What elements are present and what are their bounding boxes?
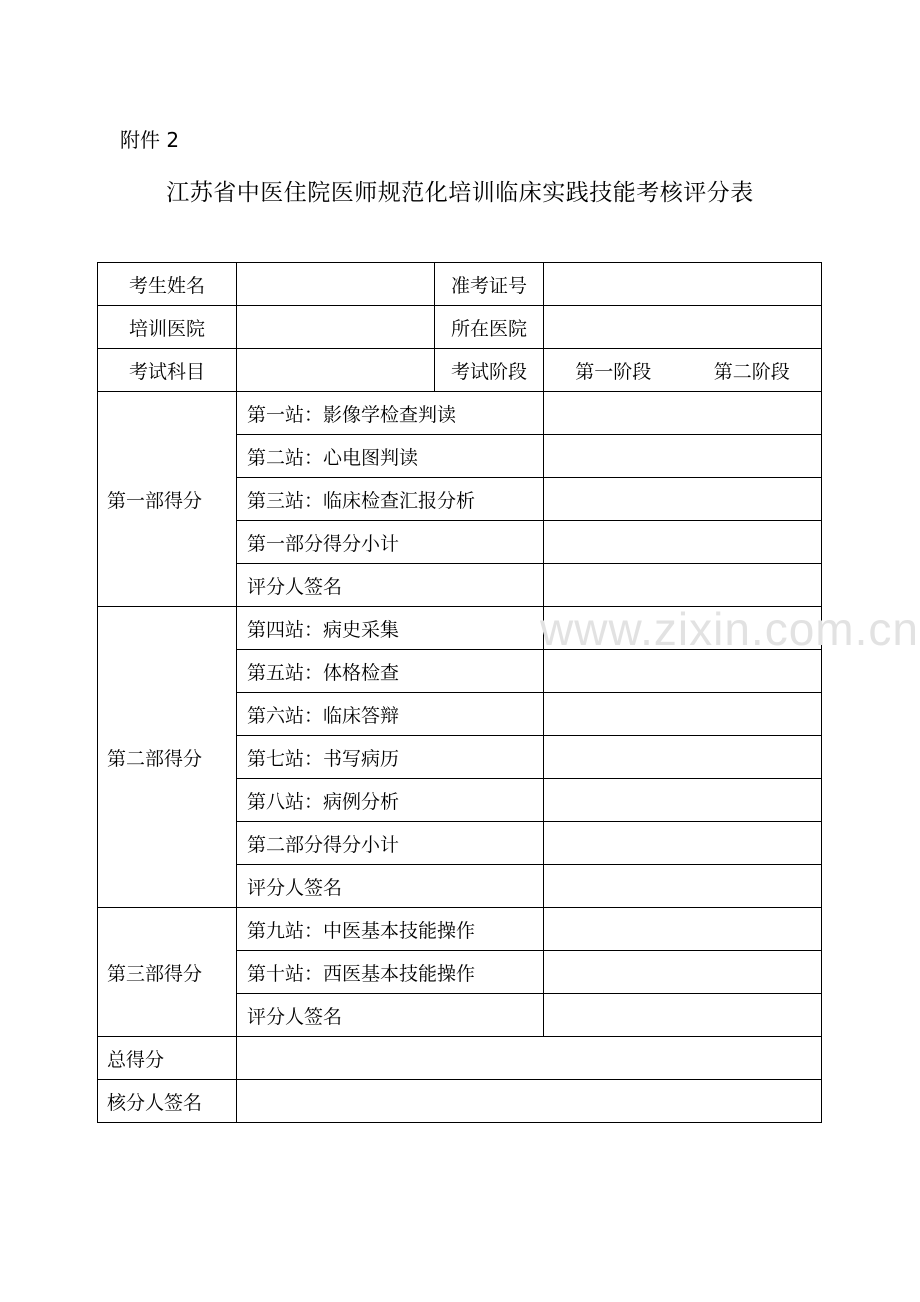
training-hospital-label: 培训医院	[98, 306, 237, 349]
station-item: 第四站：病史采集	[237, 607, 544, 650]
table-row	[98, 1080, 822, 1123]
score-table	[97, 262, 822, 1123]
station-item: 第十站：西医基本技能操作	[237, 951, 544, 994]
score-field[interactable]	[544, 779, 822, 822]
station-item: 第二站：心电图判读	[237, 435, 544, 478]
score-field[interactable]	[544, 650, 822, 693]
station-item: 第七站：书写病历	[237, 736, 544, 779]
signature-field[interactable]	[544, 564, 822, 607]
score-field[interactable]	[544, 822, 822, 865]
station-item: 第五站：体格检查	[237, 650, 544, 693]
station-item: 第六站：临床答辩	[237, 693, 544, 736]
part-three-label: 第三部得分	[98, 908, 237, 1037]
exam-subject-field[interactable]	[237, 349, 435, 392]
verifier-signature-field[interactable]	[237, 1080, 822, 1123]
exam-subject-label: 考试科目	[98, 349, 237, 392]
exam-stage-field	[544, 349, 822, 392]
name-label: 考生姓名	[98, 263, 237, 306]
score-field[interactable]	[544, 693, 822, 736]
score-field[interactable]	[544, 435, 822, 478]
scorer-signature-label: 评分人签名	[237, 994, 544, 1037]
score-field[interactable]	[544, 478, 822, 521]
verifier-signature-label: 核分人签名	[98, 1080, 237, 1123]
table-row	[98, 908, 822, 951]
table-row	[98, 392, 822, 435]
score-field[interactable]	[544, 392, 822, 435]
training-hospital-field[interactable]	[237, 306, 435, 349]
score-field[interactable]	[544, 908, 822, 951]
table-row	[98, 607, 822, 650]
table-row	[98, 1037, 822, 1080]
subtotal-item: 第一部分得分小计	[237, 521, 544, 564]
table-row	[98, 263, 822, 306]
stage-option-second[interactable]: 第二阶段	[713, 360, 790, 383]
scorer-signature-label: 评分人签名	[237, 564, 544, 607]
current-hospital-field[interactable]	[544, 306, 822, 349]
stage-option-first[interactable]: 第一阶段	[575, 360, 652, 383]
score-field[interactable]	[544, 521, 822, 564]
subtotal-item: 第二部分得分小计	[237, 822, 544, 865]
table-row	[98, 306, 822, 349]
part-one-label: 第一部得分	[98, 392, 237, 607]
exam-number-label: 准考证号	[435, 263, 544, 306]
station-item: 第一站：影像学检查判读	[237, 392, 544, 435]
score-field[interactable]	[544, 736, 822, 779]
form-title: 江苏省中医住院医师规范化培训临床实践技能考核评分表	[166, 180, 754, 206]
station-item: 第八站：病例分析	[237, 779, 544, 822]
scorer-signature-label: 评分人签名	[237, 865, 544, 908]
part-two-label: 第二部得分	[98, 607, 237, 908]
total-score-label: 总得分	[98, 1037, 237, 1080]
exam-stage-label: 考试阶段	[435, 349, 544, 392]
attachment-label: 附件 2	[120, 128, 180, 152]
name-field[interactable]	[237, 263, 435, 306]
score-field[interactable]	[544, 951, 822, 994]
score-field[interactable]	[544, 607, 822, 650]
exam-number-field[interactable]	[544, 263, 822, 306]
watermark-text: www.zixin.com.cn	[540, 603, 919, 655]
current-hospital-label: 所在医院	[435, 306, 544, 349]
station-item: 第九站：中医基本技能操作	[237, 908, 544, 951]
station-item: 第三站：临床检查汇报分析	[237, 478, 544, 521]
signature-field[interactable]	[544, 865, 822, 908]
total-score-field[interactable]	[237, 1037, 822, 1080]
signature-field[interactable]	[544, 994, 822, 1037]
table-row	[98, 349, 822, 392]
